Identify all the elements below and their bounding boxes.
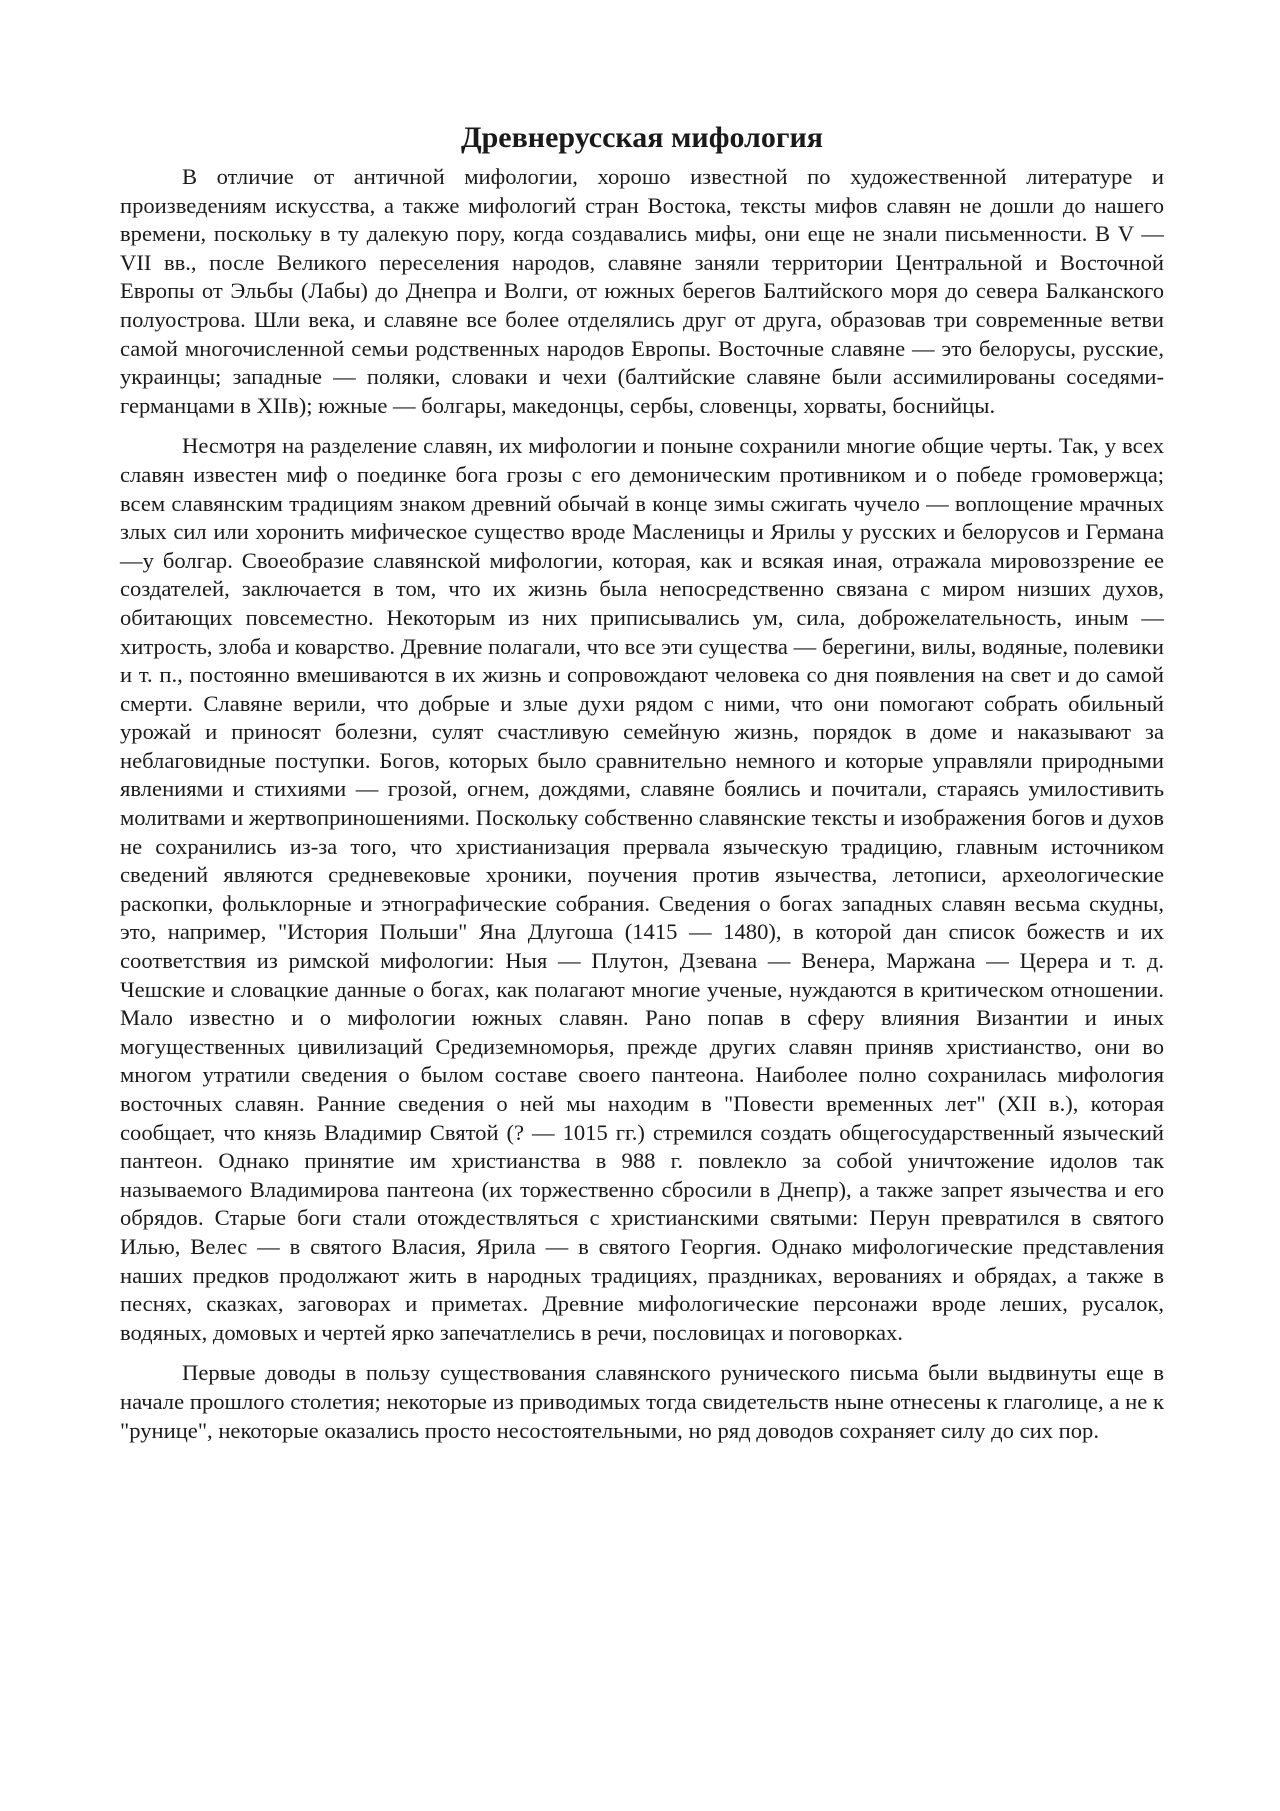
document-title: Древнерусская мифология (460, 121, 824, 154)
paragraph-common-traits: Несмотря на разделение славян, их мифологии и поныне сохранили многие общие черты. Так, у всех славян известен миф о поединке бога грозы с его демоническим противником и о победе громовержца; всем славянским традициям знаком древний обычай в конце зимы сжигать чучело — воплощение мрачных злых сил или хоронить мифическое существо вроде Масленицы и Ярилы у русских и белорусов и Германа—у болгар. Своеобразие славянской мифологии, которая, как и всякая иная, отражала мировоззрение ее создателей, заключается в том, что их жизнь была непосредственно связана с миром низших духов, обитающих повсеместно. Некоторым из них приписывались ум, сила, доброжелательность, иным — хитрость, злоба и коварство. Древние полагали, что все эти существа — берегини, вилы, водяные, полевики и т. п., постоянно вмешиваются в их жизнь и сопровождают человека со дня появления на свет и до самой смерти. Славяне верили, что добрые и злые духи рядом с ними, что они помогают собрать обильный урожай и приносят болезни, сулят счастливую семейную жизнь, порядок в доме и наказывают за неблаговидные поступки. Богов, которых было сравнительно немного и которые управляли природными явлениями и стихиями — грозой, огнем, дождями, славяне боялись и почитали, стараясь умилостивить молитвами и жертвоприношениями. Поскольку собственно славянские тексты и изображения богов и духов не сохранились из-за того, что христианизация прервала языческую традицию, главным источником сведений являются средневековые хроники, поучения против язычества, летописи, археологические раскопки, фольклорные и этнографические собрания. Сведения о богах западных славян весьма скудны, это, например, "История Польши" Яна Длугоша (1415 — 1480), в которой дан список божеств и их соответствия из римской мифологии: Ныя — Плутон, Дзевана — Венера, Маржана — Церера и т. д. Чешские и словацкие данные о богах, как полагают многие ученые, нуждаются в критическом отношении. Мало известно и о мифологии южных славян. Рано попав в сферу влияния Византии и иных могущественных цивилизаций Средиземноморья, прежде других славян приняв христианство, они во многом утратили сведения о былом составе своего пантеона. Наиболее полно сохранилась мифология восточных славян. Ранние сведения о ней мы находим в "Повести временных лет" (XII в.), которая сообщает, что князь Владимир Святой (? — 1015 гг.) стремился создать общегосударственный языческий пантеон. Однако принятие им христианства в 988 г. повлекло за собой уничтожение идолов так называемого Владимирова пантеона (их торжественно сбросили в Днепр), а также запрет язычества и его обрядов. Старые боги стали отождествляться с христианскими святыми: Перун превратился в святого Илью, Велес — в святого Власия, Ярила — в святого Георгия. Однако мифологические представления наших предков продолжают жить в народных традициях, праздниках, верованиях и обрядах, а также в песнях, сказках, заговорах и приметах. Древние мифологические персонажи вроде леших, русалок, водяных, домовых и чертей ярко запечатлелись в речи, пословицах и поговорках. (120, 433, 1164, 1345)
paragraph-runic-writing: Первые доводы в пользу существования славянского рунического письма были выдвинуты еще в начале прошлого столетия; некоторые из приводимых тогда свидетельств ныне отнесены к глаголице, а не к "рунице", некоторые оказались просто несостоятельными, но ряд доводов сохраняет силу до сих пор. (120, 1360, 1164, 1443)
document-body (120, 118, 1164, 1457)
paragraph-intro: В отличие от античной мифологии, хорошо известной по художественной литературе и произведениям искусства, а также мифологий стран Востока, тексты мифов славян не дошли до нашего времени, поскольку в ту далекую пору, когда создавались мифы, они еще не знали письменности. В V — VII вв., после Великого переселения народов, славяне заняли территории Центральной и Восточной Европы от Эльбы (Лабы) до Днепра и Волги, от южных берегов Балтийского моря до севера Балканского полуострова. Шли века, и славяне все более отделялись друг от друга, образовав три современные ветви самой многочисленной семьи родственных народов Европы. Восточные славяне — это белорусы, русские, украинцы; западные — поляки, словаки и чехи (балтийские славяне были ассимилированы соседями-германцами в XIIв); южные — болгары, македонцы, сербы, словенцы, хорваты, боснийцы. (120, 164, 1164, 418)
